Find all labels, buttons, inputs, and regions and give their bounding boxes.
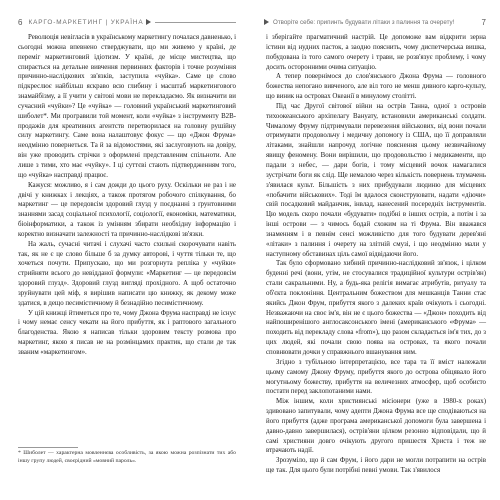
footnote-divider	[18, 447, 78, 448]
running-head: Отворіте себе: припинть будувати літаки з палиння та очерету!	[273, 18, 455, 26]
page-number: 7	[481, 17, 486, 27]
paragraph: і зберігайте прагматичний настрій. Це допоможе вам відкрити зерна істини від нудних пасток, а заодно пояснить, чому диспетчерська вишка, побудована із того самого очерету і трави, не розв'язує проблему, і чому досить осторонними очима ситуацію.	[266, 34, 486, 71]
page-number: 6	[18, 17, 23, 27]
running-head: КАРГО-МАРКЕТИНГ | УКРАЇНА	[28, 18, 144, 26]
paragraph: Між іншим, коли християнські місіонери (уже в 1980-х роках) здивовано запитували, чому адепти Джона Фрума все ще сподіваються на його прибуття (адже програма американської допомоги була завершена і давно-давно завершилася), острів'яни цілком резонно відповідали, що й самі християни довго очікують другого пришестя Христа і теж не втрачають надії.	[266, 398, 486, 455]
right-page-header	[264, 16, 486, 28]
body-text	[266, 33, 486, 476]
paragraph: Згідно з тубільною інтерпретацією, все тара та її вміст належали цьому самому Джону Фруму, прибуття якого до острова обіцявало його могутньому божеству, прибуття на величезних атмосфер, щоб особисто постати перед заклопотаними нами.	[266, 358, 486, 396]
paragraph: А тепер повернімося до слов'янського Джона Фрума — головного божества непогано вивченого, але віл того не менш дивного карго-культу, що виник на островах Океанії в минулому столітті.	[266, 73, 486, 101]
paragraph: Так було сформовано хибний причинно-наслідковий зв'язок, і цілком буденні речі (вони, утім, не стосувалися традиційної культури острів'ян) стали сакральними. Ну, а будь-яка релігія вимагає атрибутів, ритуалу та об'єкта поклоніння. Центральним божеством для мешканців Танни стає якийсь Джон Фрум, прибуття якого з далеких країв очікують і сьогодні. Незважаючи на своє ім'я, він не є цього божества — «Джон» походить від найпоширенішого англосаксонського імені (американського «Фрума» — походить від перекладу слова «from»), що разом складається ім'я тих, до з цих людей, які почали свою поява на островах, та якого почали сповнювати дочки у справжнього вшанування ним.	[266, 260, 486, 356]
right-page	[258, 0, 496, 500]
body-text	[18, 33, 236, 358]
header-rule	[155, 22, 236, 23]
paragraph: Зрозуміло, що й сам Фрум, і його дари не могли потрапити на острів ще так. Для цього були потрібні певні умови. Так з'явилося	[266, 457, 486, 475]
paragraph: Революція невігласів в українському маркетингу почалася давненько, і сьогодні можна впевнено стверджувати, що ми живемо у країні, де переміг маркетинговий ідіотизм. У країні, де місце мистецтва, що спирається на детальне вивчення первинних факторів і точне розуміння причинно-наслідкових зв'язків, заступила «чуйка». Саме це слово підкреслює найбільш яскраво всю глибину і масштаб маркетингового знамайбізму, а її учити у світові мови не перекладаємо. Як визначити ви сучасний «чуйки»? Це «чуйка» — головний український маркетинговий шиболет*. Ми програвили той момент, коли «чуйка» з інструменту B2B-продажів для креативних агентств перетворилася на головну рушійну силу маркетингу. Саме вона налаштовує фокус — що «Джон Фрума» неодмінно повернеться. Та й за відомостями, які заслуговують на довіру, він уже проводить стрічки з оформлені представленим спільноти. Але лише з тими, хто має «чуйку». І ці суттєві стають підтвердженням того, що «чуйка» насправді працює.	[18, 34, 236, 179]
left-page	[0, 0, 238, 500]
paragraph: Під час Другої світової війни на острів Танна, одної з островів тихоокеанського архіпелагу Вануату, встановили американські солдати. Чималому Фруму підтримували перевезення військових, від вони почали отримувати продовольчу і медичну допомогу із США, що її доправляли літаками, знайшли напрочуд логічне пояснення цьому незвичайному явищу феномену. Вони вирішили, що продовольство і медикаменти, що падали з небес, — дари богів, і тому місцевий вочок намагалися зустрічати боги як слід. Ще немалою через кількість повернень тлумачень з'явилася культ. Більшість з них прибудували людиню для місцевих «побачити військових». Тоді їм вдалося сконструювати, надати «діючи» свій посадковий майданчик, інвлад, нанесений посередніх інструментів. Цю модель скоро почали «будувати» подібні в інших острів, а потім і за інші острови — з чимось бодай схожим на ті Фрума. Він вважався знаменням і в певнім сенсі можливістю для того будувати дерев'яні «літаки» з палиння і очерету на злітній смузі, і що неодмінно мали у наступному обставинах ціль самої відвідаючи його.	[266, 102, 486, 258]
left-page-header	[18, 16, 236, 28]
paragraph: У цій книжці йтиметься про те, чому Джона Фрума насправді не існує і чому немає сенсу чекати на його прибуття, як і раптового загального благоденства. Якою я написав тільки здоровим тексту розмова про маркетинг, якою я писав не на розмінцамих практик, що стали де так званим «маркетингом».	[18, 309, 236, 356]
triangle-marker-icon	[264, 19, 269, 25]
footnote: * Шиболет — характерна мовленнєва особливість, за якою можна розпізнати тих або іншу групу людей, своєрідний «мовний пароль».	[18, 450, 236, 464]
paragraph: Кажуся: можливо, я і сам дожди до цього руху. Оскільки не раз і не двічі у книжках і лекціях, а також протягом робочого спілкування, бо маркетинг — це передовсім здоровий глузд у поєднанні з ґрунтовними знаннями засад соціальної психології, соціології, економіки, математики, біоінформатики, а також із умінням збирати необхідну інформацію і коректно визначати залежності та причинно-наслідкові зв'язки.	[18, 181, 236, 238]
triangle-marker-icon	[146, 19, 151, 25]
paragraph: На жаль, сучасні читачі і слухачі часто схильні скорочувати навіть так, як не є це слово більше б за думку авторові, і чуття тільки те, що хочеться почути. Припускаю, що ми розгорнута репліка у «чуйки» стрийняти всього до невідданої формули: «Маркетинг — це передовсім здоровий глузд». Здоровий глузд вигляді прохідного. А щоб остаточно зруйнувати цей міф, я вирішив написати цю книжку, як декому може здатися, в дещо песимістичному й безнадійно песимістичному.	[18, 240, 236, 307]
